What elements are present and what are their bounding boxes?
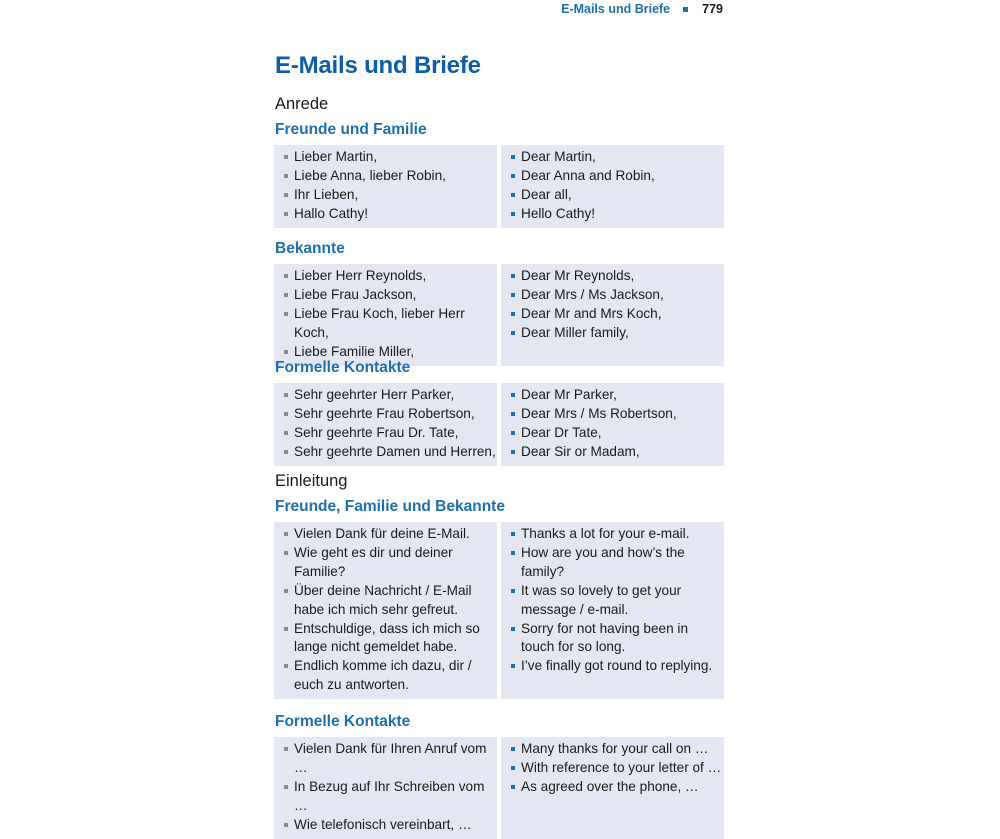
german-column (274, 737, 497, 839)
phrase-item: Thanks a lot for your e-mail. (511, 525, 724, 544)
subheading-bekannte: Bekannte (275, 240, 345, 257)
german-column (274, 383, 497, 466)
phrase-table-freunde-familie-bekannte (274, 522, 724, 699)
page-number: 779 (702, 2, 723, 16)
phrase-item: Sehr geehrte Frau Robertson, (284, 405, 497, 424)
phrase-item: Dear Miller family, (511, 324, 724, 343)
phrase-item: Lieber Martin, (284, 148, 497, 167)
page-title: E-Mails und Briefe (275, 52, 481, 79)
phrase-item: Dear Dr Tate, (511, 424, 724, 443)
phrase-item: Ihr Lieben, (284, 186, 497, 205)
phrase-item: Wie telefonisch vereinbart, … (284, 816, 497, 835)
phrase-item: Dear Mr Parker, (511, 386, 724, 405)
english-phrase-list (511, 148, 724, 224)
phrase-item: Sorry for not having been in touch for so long. (511, 620, 724, 658)
phrase-item: Liebe Anna, lieber Robin, (284, 167, 497, 186)
phrase-table-bekannte (274, 264, 724, 366)
english-phrase-list (511, 267, 724, 343)
phrase-table-freunde-und-familie (274, 145, 724, 228)
phrase-item: Lieber Herr Reynolds, (284, 267, 497, 286)
phrase-item: Über deine Nachricht / E-Mail habe ich mich sehr gefreut. (284, 582, 497, 620)
phrase-item: Vielen Dank für deine E-Mail. (284, 525, 497, 544)
english-column (501, 737, 724, 839)
phrase-item: Hello Cathy! (511, 205, 724, 224)
phrase-item: It was so lovely to get your message / e-mail. (511, 582, 724, 620)
german-phrase-list (284, 267, 497, 362)
phrase-item: Endlich komme ich dazu, dir / euch zu antworten. (284, 657, 497, 695)
running-title: E-Mails und Briefe (561, 2, 671, 16)
phrase-item: Liebe Frau Jackson, (284, 286, 497, 305)
english-column (501, 522, 724, 699)
phrase-item: As agreed over the phone, … (511, 778, 724, 797)
english-column (501, 264, 724, 366)
phrase-item: Liebe Frau Koch, lieber Herr Koch, (284, 305, 497, 343)
phrase-item: Vielen Dank für Ihren Anruf vom … (284, 740, 497, 778)
running-header (561, 2, 723, 16)
english-phrase-list (511, 386, 724, 462)
german-column (274, 264, 497, 366)
german-phrase-list (284, 740, 497, 835)
german-phrase-list (284, 525, 497, 695)
phrase-item: Dear Mrs / Ms Robertson, (511, 405, 724, 424)
phrase-item: Wie geht es dir und deiner Familie? (284, 544, 497, 582)
german-phrase-list (284, 386, 497, 462)
phrase-item: I’ve finally got round to replying. (511, 657, 724, 676)
phrase-item: Sehr geehrte Frau Dr. Tate, (284, 424, 497, 443)
phrase-item: Dear Mr and Mrs Koch, (511, 305, 724, 324)
german-column (274, 522, 497, 699)
phrase-item: Entschuldige, dass ich mich so lange nicht gemeldet habe. (284, 620, 497, 658)
german-column (274, 145, 497, 228)
phrase-item: Liebe Familie Miller, (284, 343, 497, 362)
phrase-item: Sehr geehrter Herr Parker, (284, 386, 497, 405)
phrase-item: How are you and how’s the family? (511, 544, 724, 582)
subheading-formelle-kontakte-einleitung: Formelle Kontakte (275, 713, 411, 730)
phrase-item: Dear Martin, (511, 148, 724, 167)
phrase-item: Many thanks for your call on … (511, 740, 724, 759)
phrase-table-formelle-kontakte-einleitung (274, 737, 724, 839)
english-column (501, 145, 724, 228)
phrase-item: Dear Sir or Madam, (511, 443, 724, 462)
phrase-item: Dear Anna and Robin, (511, 167, 724, 186)
phrase-item: Hallo Cathy! (284, 205, 497, 224)
phrase-item: Dear Mr Reynolds, (511, 267, 724, 286)
dictionary-page (274, 0, 724, 832)
phrase-item: Dear all, (511, 186, 724, 205)
subheading-freunde-familie-bekannte: Freunde, Familie und Bekannte (275, 498, 505, 515)
german-phrase-list (284, 148, 497, 224)
phrase-table-formelle-kontakte-anrede (274, 383, 724, 466)
square-bullet-icon (683, 7, 688, 12)
english-phrase-list (511, 740, 724, 797)
subheading-freunde-und-familie: Freunde und Familie (275, 121, 427, 138)
phrase-item: In Bezug auf Ihr Schreiben vom … (284, 778, 497, 816)
english-phrase-list (511, 525, 724, 676)
subheading-formelle-kontakte-anrede: Formelle Kontakte (275, 359, 411, 376)
phrase-item: Dear Mrs / Ms Jackson, (511, 286, 724, 305)
section-heading-einleitung: Einleitung (275, 472, 348, 490)
phrase-item: Sehr geehrte Damen und Herren, (284, 443, 497, 462)
phrase-item: With reference to your letter of … (511, 759, 724, 778)
english-column (501, 383, 724, 466)
section-heading-anrede: Anrede (275, 95, 329, 113)
